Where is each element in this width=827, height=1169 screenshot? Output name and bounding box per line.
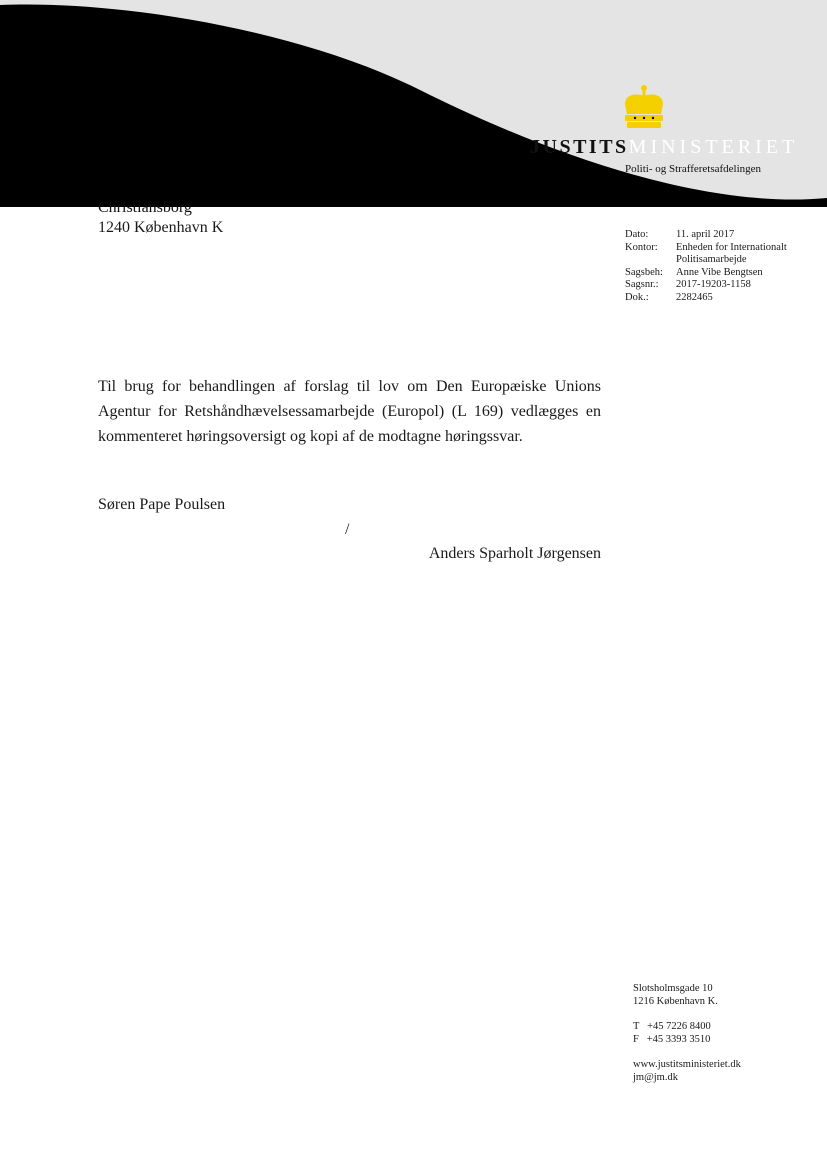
letter-body: Til brug for behandlingen af forslag til lov om Den Europæiske Unions Agentur for Retshåndhævelsessamarbejde (Europol) (L 169) vedlægges en kommenteret høringsoversigt og kopi af de modtagne høringssvar.: [98, 378, 601, 445]
footer-fax: F +45 3393 3510: [633, 1033, 711, 1045]
meta-row: [625, 242, 787, 255]
case-metadata: [625, 229, 787, 305]
department-name: Politi- og Strafferetsafdelingen: [625, 163, 762, 175]
meta-value: Enheden for Internationalt: [676, 241, 787, 253]
meta-value: Anne Vibe Bengtsen: [676, 266, 763, 278]
ministry-contact-footer: [633, 983, 741, 1085]
meta-value: 11. april 2017: [676, 229, 735, 240]
meta-label: Sagsnr.:: [625, 279, 659, 291]
letterhead-banner: [0, 0, 827, 210]
meta-row: [625, 229, 787, 242]
logo-light-text: MINISTERIET: [628, 136, 799, 158]
recipient-line-1: Christiansborg: [98, 199, 192, 216]
logo-bold-text: JUSTITS: [530, 136, 629, 158]
meta-value: 2017-19203-1158: [676, 279, 751, 291]
footer-phone: T +45 7226 8400: [633, 1021, 711, 1033]
meta-label: Sagsbeh:: [625, 266, 663, 278]
signature-minister: Søren Pape Poulsen: [98, 496, 226, 513]
meta-value: 2282465: [676, 291, 713, 303]
meta-row: [625, 279, 787, 292]
meta-label: Dato:: [625, 229, 649, 240]
recipient-line-2: 1240 København K: [98, 219, 224, 236]
footer-address-line-1: Slotsholmsgade 10: [633, 983, 713, 994]
meta-row: [625, 267, 787, 280]
footer-address-line-2: 1216 København K.: [633, 995, 718, 1007]
meta-label: [625, 254, 676, 267]
signature-official: Anders Sparholt Jørgensen: [428, 545, 601, 562]
signature-separator: /: [345, 521, 350, 538]
crown-icon: [617, 84, 671, 130]
meta-label: Kontor:: [625, 241, 658, 253]
ministry-logo: [530, 136, 798, 159]
footer-email-link[interactable]: jm@jm.dk: [633, 1071, 678, 1083]
meta-value: Politisamarbejde: [676, 254, 747, 266]
meta-label: Dok.:: [625, 291, 649, 303]
footer-website-link[interactable]: www.justitsministeriet.dk: [633, 1059, 741, 1071]
meta-row: [625, 254, 787, 267]
recipient-address: [98, 198, 223, 238]
meta-row: [625, 292, 787, 305]
